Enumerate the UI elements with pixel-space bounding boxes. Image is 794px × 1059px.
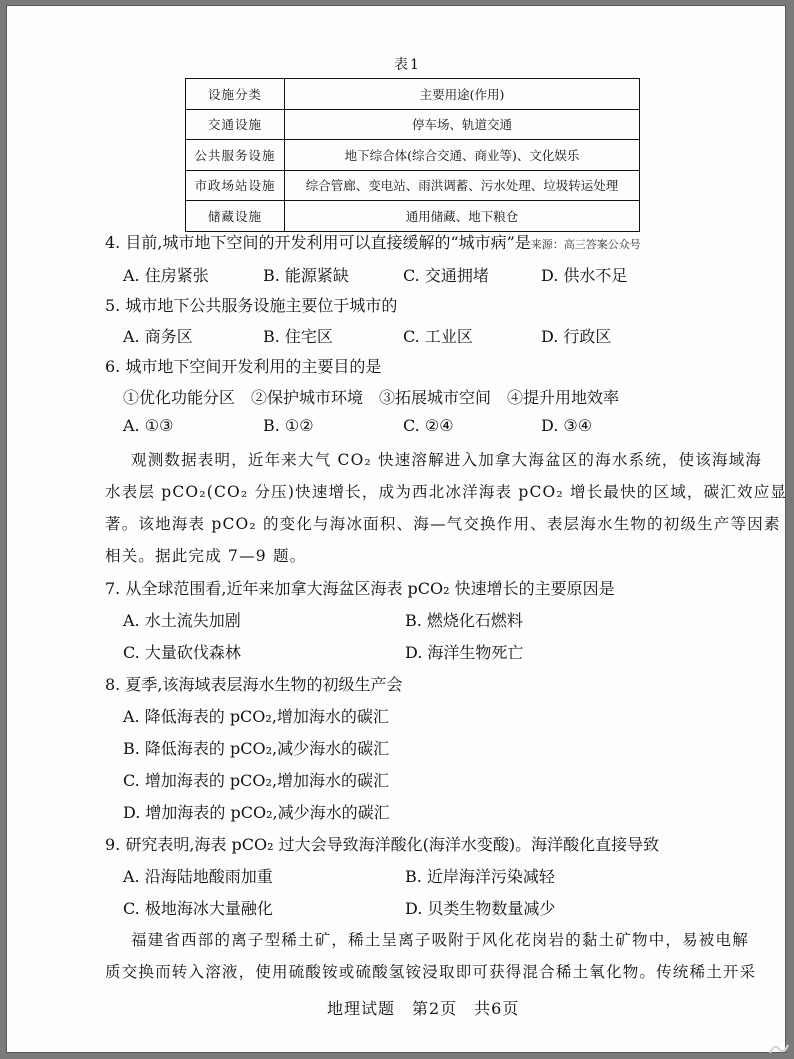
- q5-option-c: C. 工业区: [403, 327, 473, 346]
- question-9-stem: 9. 研究表明,海表 pCO₂ 过大会导致海洋酸化(海洋水变酸)。海洋酸化直接导致: [105, 835, 660, 854]
- q6-statements: ①优化功能分区 ②保护城市环境 ③拓展城市空间 ④提升用地效率: [123, 388, 620, 407]
- table-row: [186, 109, 640, 140]
- table-header-row: [186, 79, 640, 110]
- passage-1-line: 水表层 pCO₂(CO₂ 分压)快速增长，成为西北冰洋海表 pCO₂ 增长最快的区域，碳汇效应显: [105, 483, 788, 501]
- q8-option-d: D. 增加海表的 pCO₂,减少海水的碳汇: [123, 803, 390, 822]
- q4-option-d: D. 供水不足: [541, 266, 628, 285]
- app-logo-icon: [768, 1041, 790, 1057]
- q8-option-a: A. 降低海表的 pCO₂,增加海水的碳汇: [123, 707, 389, 726]
- page-footer: 地理试题 第2页 共6页: [327, 999, 520, 1018]
- table-row: [186, 140, 640, 171]
- q7-option-d: D. 海洋生物死亡: [405, 643, 524, 662]
- q8-option-c: C. 增加海表的 pCO₂,增加海水的碳汇: [123, 771, 390, 790]
- exam-page: [7, 6, 788, 1052]
- q6-option-a: A. ①③: [123, 416, 174, 435]
- question-5-stem: 5. 城市地下公共服务设施主要位于城市的: [105, 296, 398, 315]
- q9-option-d: D. 贝类生物数量减少: [405, 899, 556, 918]
- table-cell: 储藏设施: [186, 201, 285, 232]
- passage-2-line: 质交换而转入溶液，使用硫酸铵或硫酸氢铵浸取即可获得混合稀土氧化物。传统稀土开采: [105, 963, 757, 981]
- header-cell: 设施分类: [186, 79, 285, 110]
- q4-option-c: C. 交通拥堵: [403, 266, 489, 285]
- q4-option-a: A. 住房紧张: [123, 266, 209, 285]
- q9-option-a: A. 沿海陆地酸雨加重: [123, 867, 273, 886]
- q5-option-d: D. 行政区: [541, 327, 612, 346]
- q6-option-b: B. ①②: [263, 416, 314, 435]
- table-cell: 交通设施: [186, 109, 285, 140]
- question-8-stem: 8. 夏季,该海域表层海水生物的初级生产会: [105, 675, 403, 694]
- passage-1-line: 著。该地海表 pCO₂ 的变化与海冰面积、海—气交换作用、表层海水生物的初级生产等因素: [105, 515, 781, 533]
- passage-2-line: 福建省西部的离子型稀土矿，稀土呈离子吸附于风化花岗岩的黏土矿物中，易被电解: [131, 931, 749, 949]
- facility-table: [185, 78, 640, 232]
- table-cell: 公共服务设施: [186, 140, 285, 171]
- q9-option-b: B. 近岸海洋污染减轻: [405, 867, 555, 886]
- passage-1-line: 相关。据此完成 7—9 题。: [105, 547, 307, 565]
- table-caption: 表1: [394, 57, 421, 73]
- question-4-stem: 4. 目前,城市地下空间的开发利用可以直接缓解的“城市病”是来源：高三答案公众号: [105, 233, 641, 252]
- q8-option-b: B. 降低海表的 pCO₂,减少海水的碳汇: [123, 739, 390, 758]
- table-cell: 综合管廊、变电站、雨洪调蓄、污水处理、垃圾转运处理: [285, 170, 640, 201]
- q6-option-d: D. ③④: [541, 416, 593, 435]
- table-cell: 停车场、轨道交通: [285, 109, 640, 140]
- watermark-source: 来源：高三答案公众号: [530, 238, 641, 251]
- q7-option-a: A. 水土流失加剧: [123, 611, 241, 630]
- q5-option-a: A. 商务区: [123, 327, 193, 346]
- passage-1-line: 观测数据表明，近年来大气 CO₂ 快速溶解进入加拿大海盆区的海水系统，使该海域海: [131, 451, 763, 469]
- table-cell: 市政场站设施: [186, 170, 285, 201]
- q6-option-c: C. ②④: [403, 416, 454, 435]
- table-cell: 通用储藏、地下粮仓: [285, 201, 640, 232]
- q5-option-b: B. 住宅区: [263, 327, 333, 346]
- table-row: [186, 201, 640, 232]
- table-cell: 地下综合体(综合交通、商业等)、文化娱乐: [285, 140, 640, 171]
- q4-option-b: B. 能源紧缺: [263, 266, 349, 285]
- question-7-stem: 7. 从全球范围看,近年来加拿大海盆区海表 pCO₂ 快速增长的主要原因是: [105, 579, 615, 598]
- q9-option-c: C. 极地海冰大量融化: [123, 899, 273, 918]
- question-6-stem: 6. 城市地下空间开发利用的主要目的是: [105, 357, 382, 376]
- q7-option-c: C. 大量砍伐森林: [123, 643, 241, 662]
- table-row: [186, 170, 640, 201]
- q7-option-b: B. 燃烧化石燃料: [405, 611, 523, 630]
- header-cell: 主要用途(作用): [285, 79, 640, 110]
